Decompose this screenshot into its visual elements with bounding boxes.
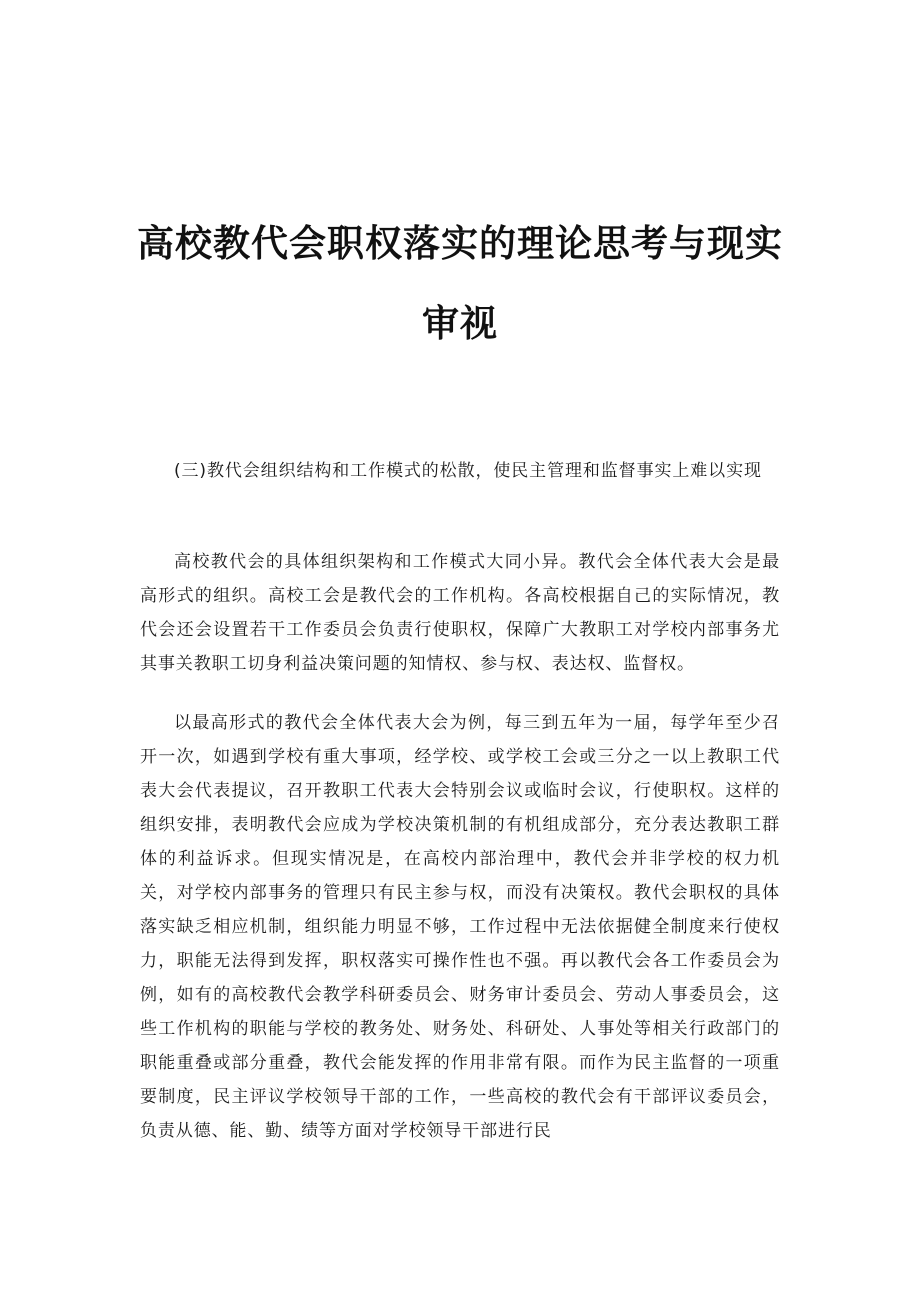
section-heading-paragraph: (三)教代会组织结构和工作模式的松散，使民主管理和监督事实上难以实现	[174, 461, 762, 481]
document-title	[120, 203, 800, 363]
section-heading-block	[140, 454, 780, 488]
body-paragraph-block-2	[140, 706, 780, 1148]
body-paragraph: 以最高形式的教代会全体代表大会为例，每三到五年为一届，每学年至少召开一次，如遇到学校有重大事项，经学校、或学校工会或三分之一以上教职工代表大会代表提议，召开教职工代表大会特别会议或临时会议，行使职权。这样的组织安排，表明教代会应成为学校决策机制的有机组成部分，充分表达教职工群体的利益诉求。但现实情况是，在高校内部治理中，教代会并非学校的权力机关，对学校内部事务的管理只有民主参与权，而没有决策权。教代会职权的具体落实缺乏相应机制，组织能力明显不够，工作过程中无法依据健全制度来行使权力，职能无法得到发挥，职权落实可操作性也不强。再以教代会各工作委员会为例，如有的高校教代会教学科研委员会、财务审计委员会、劳动人事委员会，这些工作机构的职能与学校的教务处、财务处、科研处、人事处等相关行政部门的职能重叠或部分重叠，教代会能发挥的作用非常有限。而作为民主监督的一项重要制度，民主评议学校领导干部的工作，一些高校的教代会有干部评议委员会，负责从德、能、勤、绩等方面对学校领导干部进行民	[140, 713, 780, 1141]
title-line-2: 审视	[422, 300, 498, 345]
body-paragraph: 高校教代会的具体组织架构和工作模式大同小异。教代会全体代表大会是最高形式的组织。高校工会是教代会的工作机构。各高校根据自己的实际情况，教代会还会设置若干工作委员会负责行使职权，保障广大教职工对学校内部事务尤其事关教职工切身利益决策问题的知情权、参与权、表达权、监督权。	[140, 552, 780, 674]
title-line-1: 高校教代会职权落实的理论思考与现实	[137, 220, 783, 265]
body-paragraph-block-1	[140, 545, 780, 681]
